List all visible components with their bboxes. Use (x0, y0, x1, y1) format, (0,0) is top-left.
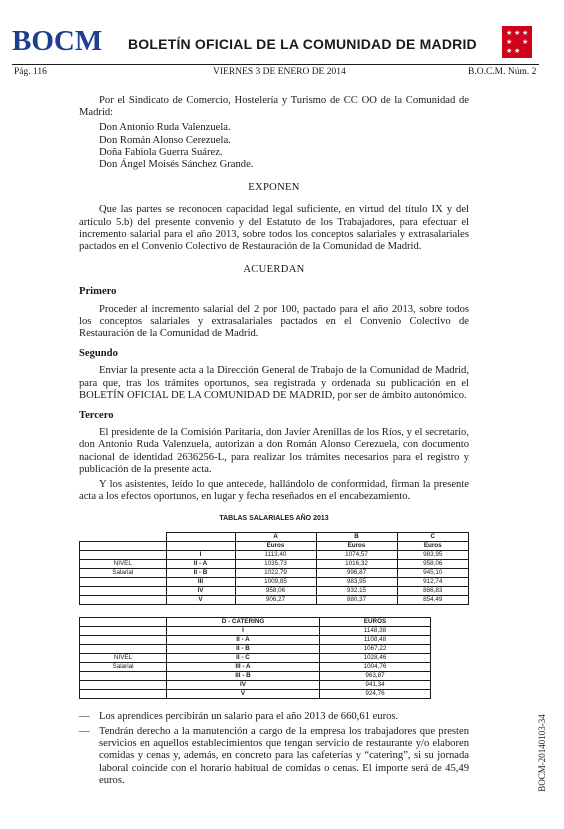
level-cell: II - A (167, 635, 320, 644)
value-cell: 932,15 (316, 586, 397, 595)
value-cell: 1108,48 (320, 635, 431, 644)
group-b-header: B (316, 532, 397, 541)
value-cell: 1022,79 (235, 568, 316, 577)
value-cell: 1016,32 (316, 559, 397, 568)
signatory-name: Don Román Alonso Cerezuela. (99, 134, 231, 146)
salarial-label: Salarial (80, 662, 167, 671)
value-cell: 1009,85 (235, 577, 316, 586)
unit-label: Euros (316, 541, 397, 550)
table-unit-row (80, 541, 469, 550)
value-cell: 983,95 (316, 577, 397, 586)
table-row (80, 662, 431, 671)
table-row (80, 577, 469, 586)
document-side-code (536, 693, 548, 813)
table-row (80, 635, 431, 644)
intro-paragraph: Por el Sindicato de Comercio, Hostelería y Turismo de CC OO de la Comunidad de Madrid: (79, 95, 469, 119)
side-code-text: BOCM-20140103-34 (537, 714, 547, 792)
table-row (80, 586, 469, 595)
table-row (80, 653, 431, 662)
page-header (0, 0, 564, 62)
primero-paragraph: Proceder al incremento salarial del 2 por 100, pactado para el año 2013, sobre todos los conceptos salariales y extrasalariales pactados en el Convenio Colectivo de Restauración de la Comunidad de Madrid. (79, 303, 469, 340)
primero-heading: Primero (79, 286, 117, 298)
value-cell: 958,06 (397, 559, 469, 568)
value-cell: 886,83 (397, 586, 469, 595)
note-item (79, 726, 469, 787)
level-cell: II - B (167, 644, 320, 653)
tercero-closing-paragraph: Y los asistentes, leído lo que antecede, hallándolo de conformidad, firman la presente acta a los efectos oportunos, en lugar y fecha reseñados en el encabezamiento. (79, 479, 469, 503)
level-cell: V (166, 595, 235, 604)
table-header-row (80, 532, 469, 541)
page-number: Pág. 116 (14, 67, 47, 77)
value-cell: 1148,38 (320, 626, 431, 635)
value-cell: 1004,76 (320, 662, 431, 671)
level-cell: III - B (167, 671, 320, 680)
value-cell: 906,27 (235, 595, 316, 604)
salary-table-abc (79, 532, 469, 605)
segundo-paragraph: Enviar la presente acta a la Dirección General de Trabajo de la Comunidad de Madrid, para que, tras los trámites oportunos, sea registrada y ordenada su publicación en el BOLETÍN OFICIAL DE LA COMUNIDAD DE MADRID, por ser de ámbito autonómico. (79, 365, 469, 401)
dash-marker: — (79, 710, 90, 722)
tercero-heading: Tercero (79, 410, 114, 422)
table-row (80, 626, 431, 635)
table-header-row (80, 617, 431, 626)
document-body (79, 95, 469, 790)
unit-label: Euros (235, 541, 316, 550)
value-cell: 996,87 (316, 568, 397, 577)
level-cell: II - C (167, 653, 320, 662)
level-cell: V (167, 689, 320, 698)
tercero-paragraph: El presidente de la Comisión Paritaria, don Javier Arenillas de los Ríos, y el secretario, don Antonio Ruda Valenzuela, autorizan a don Román Alonso Cerezuela, con documento nacional de identidad 2636256-L, para realizar los trámites necesarios para el registro y publicación de la presente acta. (79, 427, 469, 475)
value-cell: 1074,57 (316, 550, 397, 559)
segundo-heading: Segundo (79, 348, 118, 360)
value-cell: 854,49 (397, 595, 469, 604)
level-cell: II - A (166, 559, 235, 568)
value-cell: 963,87 (320, 671, 431, 680)
bulletin-title: BOLETÍN OFICIAL DE LA COMUNIDAD DE MADRID (128, 36, 477, 52)
group-c-header: C (397, 532, 469, 541)
value-cell: 958,06 (235, 586, 316, 595)
value-cell: 924,76 (320, 689, 431, 698)
catering-group-header: D - CATERING (167, 617, 320, 626)
level-cell: III - A (167, 662, 320, 671)
nivel-label: NIVEL (80, 653, 167, 662)
salarial-label: Salarial (80, 568, 167, 577)
dash-marker: — (79, 725, 90, 737)
level-cell: IV (167, 680, 320, 689)
value-cell: 945,10 (397, 568, 469, 577)
level-cell: IV (166, 586, 235, 595)
level-cell: III (166, 577, 235, 586)
table-row (80, 559, 469, 568)
value-cell: 880,37 (316, 595, 397, 604)
signatory-name: Don Ángel Moisés Sánchez Grande. (99, 159, 254, 171)
table-row (80, 680, 431, 689)
value-cell: 912,74 (397, 577, 469, 586)
table-row (80, 595, 469, 604)
bocm-logo: BOCM (12, 25, 103, 57)
table-row (80, 568, 469, 577)
table-row (80, 689, 431, 698)
level-cell: II - B (166, 568, 235, 577)
table-row (80, 550, 469, 559)
value-cell: 1113,40 (235, 550, 316, 559)
salary-tables-title: TABLAS SALARIALES AÑO 2013 (219, 515, 329, 523)
signatory-name: Don Antonio Ruda Valenzuela. (99, 122, 231, 134)
exponen-paragraph: Que las partes se reconocen capacidad legal suficiente, en virtud del título IX y del artículo 5.b) del presente convenio y del Estatuto de los Trabajadores, para efectuar el incremento salarial para el año 2013, sobre todos los conceptos salariales y extrasalariales pactados en el Convenio Colectivo de Restauración de la Comunidad de Madrid. (79, 204, 469, 253)
issue-number: B.O.C.M. Núm. 2 (468, 67, 537, 77)
table-row (80, 671, 431, 680)
level-cell: I (166, 550, 235, 559)
note-text: Los aprendices percibirán un salario para el año 2013 de 660,61 euros. (99, 710, 399, 722)
signatory-name: Doña Fabiola Guerra Suárez. (99, 146, 223, 158)
table-row (80, 644, 431, 653)
note-item (79, 711, 469, 723)
value-cell: 1035,73 (235, 559, 316, 568)
exponen-heading: EXPONEN (248, 182, 300, 194)
value-cell: 941,34 (320, 680, 431, 689)
value-cell: 1028,46 (320, 653, 431, 662)
acuerdan-heading: ACUERDAN (243, 264, 305, 276)
nivel-label: NIVEL (80, 559, 167, 568)
group-a-header: A (235, 532, 316, 541)
issue-date: VIERNES 3 DE ENERO DE 2014 (213, 67, 346, 77)
header-rule (12, 64, 539, 65)
salary-table-catering (79, 617, 431, 699)
note-text: Tendrán derecho a la manutención a cargo de la empresa los trabajadores que presten servicios en aquellos establecimientos que tengan servicio de restaurante y/o elaboren comidas y cenas y, además, en concreto para las cafeterías y “catering”, si su jornada laboral coincide con el horario habitual de comidas o cenas. El importe será de 45,49 euros. (99, 725, 469, 786)
comunidad-madrid-flag-icon: ★ ★ ★ ★ ★ ★ ★ (502, 26, 532, 58)
unit-label: Euros (397, 541, 469, 550)
level-cell: I (167, 626, 320, 635)
value-cell: 983,95 (397, 550, 469, 559)
unit-label: EUROS (320, 617, 431, 626)
value-cell: 1067,22 (320, 644, 431, 653)
